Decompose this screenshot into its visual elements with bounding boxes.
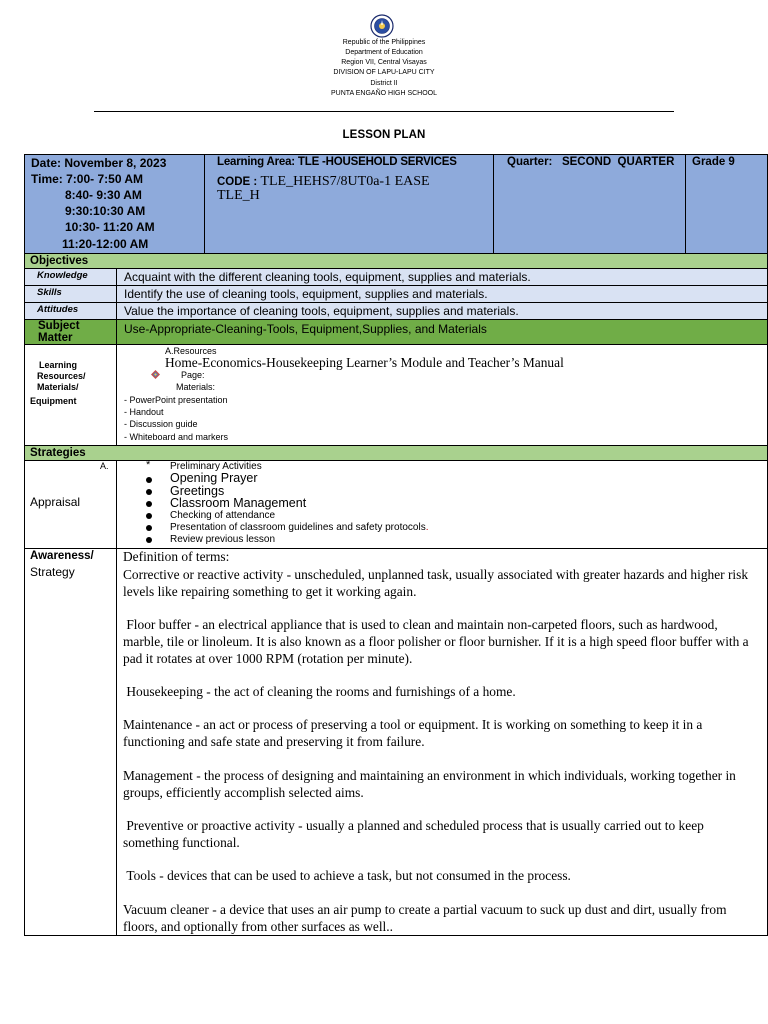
- module-title: Home-Economics-Housekeeping Learner’s Module and Teacher’s Manual: [165, 355, 564, 370]
- header-line: District II: [370, 80, 398, 87]
- resources-heading: A.Resources: [165, 346, 217, 356]
- code-label: CODE :: [217, 176, 261, 188]
- activity-item: [170, 522, 428, 533]
- divider: [116, 549, 117, 936]
- objective-label: Skills: [37, 287, 62, 298]
- subject-matter-label: Matter: [38, 332, 73, 344]
- awareness-label: Awareness/: [30, 550, 94, 562]
- activity-item: Classroom Management: [170, 496, 307, 510]
- activity-item: Greetings: [170, 484, 225, 498]
- material-item: - PowerPoint presentation: [124, 395, 228, 405]
- bullet-icon: [146, 525, 152, 531]
- deped-seal-icon: [370, 14, 394, 38]
- lesson-time: 11:20-12:00 AM: [62, 237, 149, 251]
- header-divider: [94, 111, 674, 112]
- preliminary-activities: Preliminary Activities: [170, 461, 262, 472]
- red-period: .: [425, 522, 429, 533]
- appraisal-letter: A.: [100, 461, 109, 471]
- awareness-label: Strategy: [30, 565, 75, 579]
- lesson-time: 10:30- 11:20 AM: [65, 220, 155, 234]
- learning-area: Learning Area: TLE -HOUSEHOLD SERVICES: [217, 156, 457, 168]
- resources-label: Learning: [39, 360, 78, 370]
- appraisal-row: [24, 461, 768, 549]
- definition-paragraph: Tools - devices that can be used to achieve a task, but not consumed in the process.: [123, 868, 571, 883]
- definition-paragraph: Vacuum cleaner - a device that uses an air pump to create a partial vacuum to suck up dust and dirt, usually from floors, and optionally from other surfaces as well..: [123, 902, 727, 934]
- resources-label: Materials/: [37, 382, 79, 392]
- definitions-heading: Definition of terms:: [123, 549, 230, 564]
- materials-label: Materials:: [176, 382, 216, 392]
- strategies-heading: Strategies: [30, 447, 86, 459]
- header-line: Department of Education: [345, 49, 423, 56]
- resources-label: Resources/: [37, 371, 86, 381]
- divider: [116, 461, 117, 549]
- bullet-icon: [146, 489, 152, 495]
- star-marker: *: [146, 459, 151, 471]
- appraisal-label: Appraisal: [30, 495, 81, 509]
- material-item: - Whiteboard and markers: [124, 432, 229, 442]
- divider: [116, 345, 117, 446]
- header-line: PUNTA ENGAÑO HIGH SCHOOL: [330, 90, 438, 97]
- objective-text: Identify the use of cleaning tools, equipment, supplies and materials.: [124, 287, 488, 301]
- grade-level: Grade 9: [692, 156, 735, 168]
- strategies-header: [24, 446, 768, 461]
- activity-item: Checking of attendance: [170, 510, 276, 521]
- subject-matter-text: Use-Appropriate-Cleaning-Tools, Equipment,Supplies, and Materials: [124, 322, 487, 336]
- lesson-time: 9:30:10:30 AM: [65, 204, 146, 218]
- definition-paragraph: Preventive or proactive activity - usually a planned and scheduled process that is usually carried out to keep something functional.: [123, 818, 708, 850]
- lesson-date: Date: November 8, 2023: [31, 156, 167, 170]
- objective-text: Acquaint with the different cleaning tools, equipment, supplies and materials.: [124, 270, 531, 284]
- definition-paragraph: Housekeeping - the act of cleaning the rooms and furnishings of a home.: [123, 684, 516, 699]
- divider: [685, 154, 686, 254]
- divider: [493, 154, 494, 254]
- objectives-heading: Objectives: [30, 255, 89, 267]
- activity-item: Opening Prayer: [170, 471, 258, 485]
- header-line: DIVISION OF LAPU-LAPU CITY: [333, 69, 435, 76]
- divider: [116, 269, 117, 320]
- activity-item-text: Presentation of classroom guidelines and safety protocols: [170, 522, 426, 533]
- definition-paragraph: Corrective or reactive activity - unscheduled, unplanned task, usually associated with greater hazards and higher risk levels like repairing something to get it working again.: [123, 567, 749, 599]
- diamond-bullet-icon: [151, 370, 160, 379]
- bullet-icon: [146, 501, 152, 507]
- lesson-time: Time: 7:00- 7:50 AM: [31, 172, 144, 186]
- header-line: Republic of the Philippines: [342, 39, 426, 46]
- bullet-icon: [146, 513, 152, 519]
- activity-item: Review previous lesson: [170, 534, 276, 545]
- divider: [116, 320, 117, 345]
- quarter: Quarter: SECOND QUARTER: [507, 156, 675, 168]
- page-title: LESSON PLAN: [342, 129, 426, 141]
- lesson-time: 8:40- 9:30 AM: [65, 188, 142, 202]
- divider: [204, 154, 205, 254]
- header-line: Region VII, Central Visayas: [341, 59, 427, 66]
- page-label: Page:: [181, 370, 205, 380]
- definition-paragraph: Floor buffer - an electrical appliance that is used to clean and maintain non-carpeted floors, such as hardwood, marble, tile or linoleum. It is also known as a floor polisher or floor burnisher. If it is a high speed floor buffer with a pad it rotates at over 1000 RPM (rotation per minute).: [123, 617, 752, 666]
- definition-paragraph: Management - the process of designing and maintaining an environment in which individuals, working together in groups, efficiently accomplish selected aims.: [123, 768, 736, 800]
- objective-text: Value the importance of cleaning tools, equipment, supplies and materials.: [124, 304, 519, 318]
- resources-label: Equipment: [30, 396, 77, 406]
- definition-paragraph: Maintenance - an act or process of preserving a tool or equipment. It is working on something to keep it in a functioning and safe state and preserving it from failure.: [123, 717, 703, 749]
- objective-label: Knowledge: [37, 270, 88, 281]
- objective-label: Attitudes: [37, 304, 79, 315]
- material-item: - Discussion guide: [124, 419, 198, 429]
- subject-matter-label: Subject: [38, 320, 80, 332]
- material-item: - Handout: [124, 407, 164, 417]
- lesson-code-cont: TLE_H: [217, 188, 260, 203]
- objectives-header: [24, 254, 768, 269]
- code-value: TLE_HEHS7/8UT0a-1 EASE: [260, 174, 430, 189]
- bullet-icon: [146, 537, 152, 543]
- bullet-icon: [146, 477, 152, 483]
